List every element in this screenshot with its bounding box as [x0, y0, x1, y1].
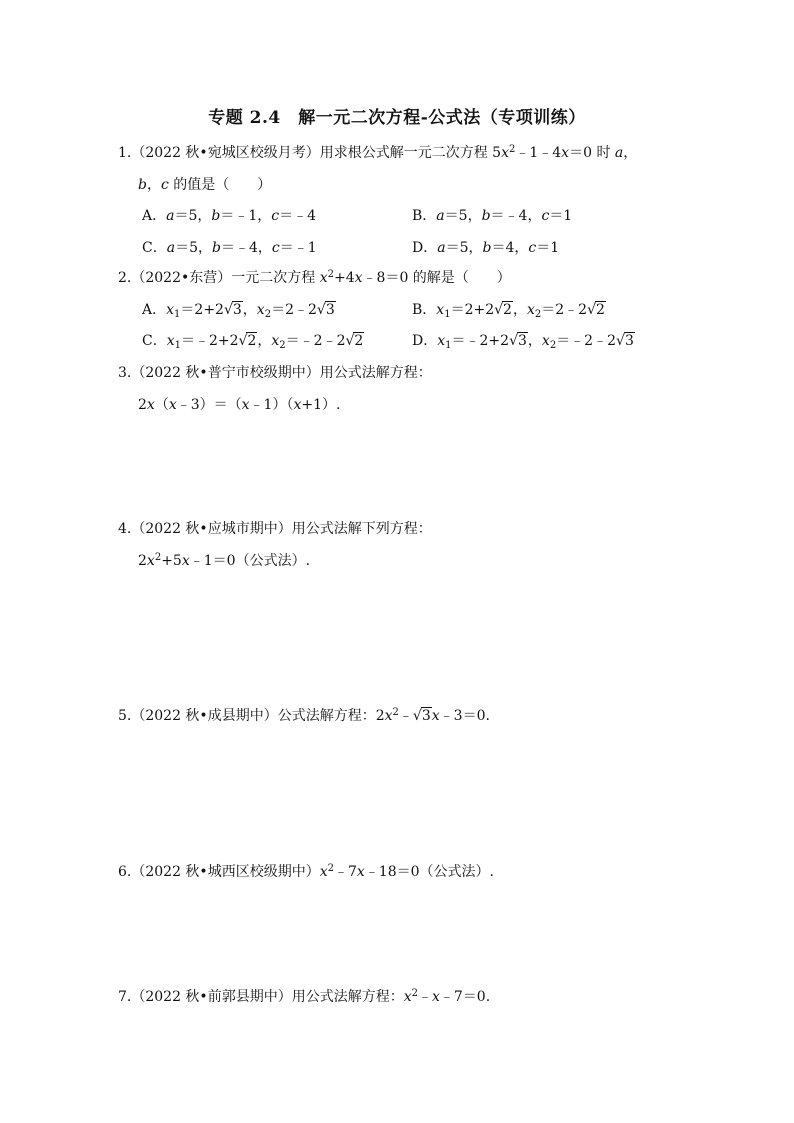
question-1-stem: 1.（2022 秋•宛城区校级月考）用求根公式解一元二次方程 5 — [118, 145, 502, 161]
question-1-option-b: B．a＝5，b＝﹣4，c＝1 — [412, 208, 573, 224]
question-1-option-c: C．a＝5，b＝﹣4，c＝﹣1 — [142, 240, 317, 256]
question-2-option-c: C．$x_1=﹣2+2√2$，$x_2=﹣2﹣2√2$ — [142, 333, 364, 351]
question-4: 4.（2022 秋•应城市期中）用公式法解下列方程： — [118, 521, 432, 537]
question-1-option-a: A．a＝5，b＝﹣1，c＝﹣4 — [142, 208, 317, 224]
question-7: 7.（2022 秋•前郭县期中）用公式法解方程：$x^2﹣x﹣7=0$. — [118, 988, 491, 1005]
question-4-equation: $2x^2+5x﹣1=0$（公式法）. — [138, 552, 311, 569]
question-2-option-b: B．$x_1=2+2√2$，$x_2=2﹣2√2$ — [412, 302, 605, 320]
question-1-option-d: D．a＝5，b＝4，c＝1 — [412, 240, 560, 256]
question-3: 3.（2022 秋•普宁市校级期中）用公式法解方程： — [118, 365, 432, 381]
page-title: 专题 2.4 解一元二次方程-公式法（专项训练） — [208, 108, 586, 128]
question-2-option-d: D．$x_1=﹣2+2√3$，$x_2=﹣2﹣2√3$ — [412, 333, 634, 351]
question-5: 5.（2022 秋•成县期中）公式法解方程：$2x^2﹣√3x﹣3=0$. — [118, 707, 490, 724]
question-3-equation: 2x（x﹣3）＝（x﹣1）（x+1）. — [138, 397, 341, 413]
question-1-line-2: b，c 的值是（ ） — [138, 177, 272, 193]
question-2: 2.（2022•东营）一元二次方程 $x^2+4x﹣8=0$ 的解是（ ） — [118, 269, 511, 286]
question-2-option-a: A．$x_1=2+2√3$，$x_2=2﹣2√3$ — [142, 302, 335, 320]
question-1: 1.（2022 秋•宛城区校级月考）用求根公式解一元二次方程 $5x^2﹣1﹣4x=0$ 时 a， — [118, 144, 638, 161]
question-6: 6.（2022 秋•城西区校级期中）$x^2﹣7x﹣18=0$（公式法）. — [118, 863, 494, 880]
